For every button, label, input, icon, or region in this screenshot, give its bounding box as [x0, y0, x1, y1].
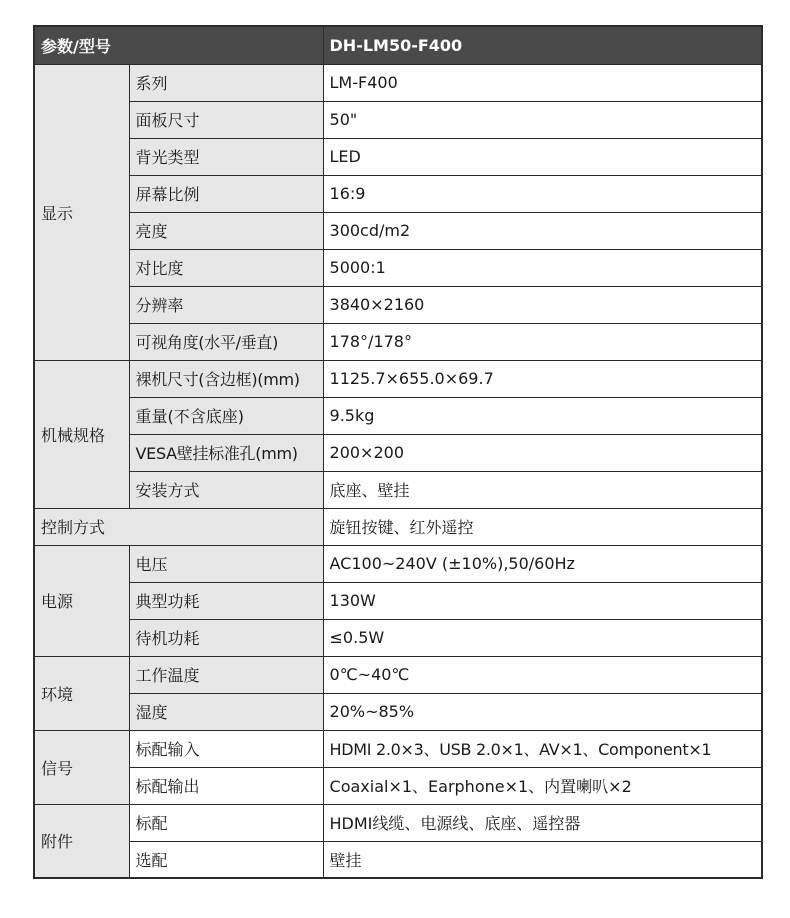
- spec-label: 系列: [129, 64, 323, 101]
- header-row: [34, 26, 762, 64]
- category-control: 控制方式: [34, 508, 323, 545]
- category-accessories: 附件: [34, 804, 129, 878]
- category-power: 电源: [34, 545, 129, 656]
- spec-label: 可视角度(水平/垂直): [129, 323, 323, 360]
- table-row: [34, 212, 762, 249]
- category-mechanical: 机械规格: [34, 360, 129, 508]
- spec-table: [33, 25, 763, 879]
- table-row: [34, 508, 762, 545]
- spec-value: LED: [323, 138, 762, 175]
- spec-value: 200×200: [323, 434, 762, 471]
- table-row: [34, 656, 762, 693]
- table-row: [34, 323, 762, 360]
- table-row: [34, 434, 762, 471]
- spec-value: 9.5kg: [323, 397, 762, 434]
- spec-label: 背光类型: [129, 138, 323, 175]
- spec-label: 待机功耗: [129, 619, 323, 656]
- table-row: [34, 582, 762, 619]
- spec-value: 0℃~40℃: [323, 656, 762, 693]
- table-row: [34, 730, 762, 767]
- table-row: [34, 693, 762, 730]
- spec-label: 裸机尺寸(含边框)(mm): [129, 360, 323, 397]
- category-environment: 环境: [34, 656, 129, 730]
- spec-label: VESA壁挂标准孔(mm): [129, 434, 323, 471]
- spec-label: 标配: [129, 804, 323, 841]
- spec-value: 5000:1: [323, 249, 762, 286]
- table-row: [34, 767, 762, 804]
- spec-label: 重量(不含底座): [129, 397, 323, 434]
- spec-label: 选配: [129, 841, 323, 878]
- spec-label: 电压: [129, 545, 323, 582]
- spec-value: HDMI 2.0×3、USB 2.0×1、AV×1、Component×1: [323, 730, 762, 767]
- spec-value: 178°/178°: [323, 323, 762, 360]
- table-row: [34, 471, 762, 508]
- spec-label: 屏幕比例: [129, 175, 323, 212]
- spec-value: LM-F400: [323, 64, 762, 101]
- spec-label: 典型功耗: [129, 582, 323, 619]
- spec-value: 20%~85%: [323, 693, 762, 730]
- table-row: [34, 545, 762, 582]
- spec-value: 旋钮按键、红外遥控: [323, 508, 762, 545]
- table-row: [34, 841, 762, 878]
- table-row: [34, 175, 762, 212]
- spec-value: ≤0.5W: [323, 619, 762, 656]
- spec-value: 底座、壁挂: [323, 471, 762, 508]
- spec-value: AC100~240V (±10%),50/60Hz: [323, 545, 762, 582]
- spec-value: 壁挂: [323, 841, 762, 878]
- category-signal: 信号: [34, 730, 129, 804]
- spec-label: 对比度: [129, 249, 323, 286]
- spec-label: 湿度: [129, 693, 323, 730]
- table-row: [34, 64, 762, 101]
- spec-label: 标配输出: [129, 767, 323, 804]
- spec-value: HDMI线缆、电源线、底座、遥控器: [323, 804, 762, 841]
- table-row: [34, 804, 762, 841]
- header-label: 参数/型号: [34, 26, 323, 64]
- spec-label: 工作温度: [129, 656, 323, 693]
- spec-value: 16:9: [323, 175, 762, 212]
- spec-value: 130W: [323, 582, 762, 619]
- spec-value: Coaxial×1、Earphone×1、内置喇叭×2: [323, 767, 762, 804]
- table-row: [34, 101, 762, 138]
- spec-label: 面板尺寸: [129, 101, 323, 138]
- header-model: DH-LM50-F400: [323, 26, 762, 64]
- spec-label: 安装方式: [129, 471, 323, 508]
- spec-value: 3840×2160: [323, 286, 762, 323]
- spec-value: 50": [323, 101, 762, 138]
- spec-label: 标配输入: [129, 730, 323, 767]
- table-row: [34, 249, 762, 286]
- table-row: [34, 138, 762, 175]
- spec-label: 亮度: [129, 212, 323, 249]
- spec-label: 分辨率: [129, 286, 323, 323]
- table-row: [34, 619, 762, 656]
- table-row: [34, 286, 762, 323]
- category-display: 显示: [34, 64, 129, 360]
- table-row: [34, 360, 762, 397]
- spec-value: 300cd/m2: [323, 212, 762, 249]
- table-row: [34, 397, 762, 434]
- spec-value: 1125.7×655.0×69.7: [323, 360, 762, 397]
